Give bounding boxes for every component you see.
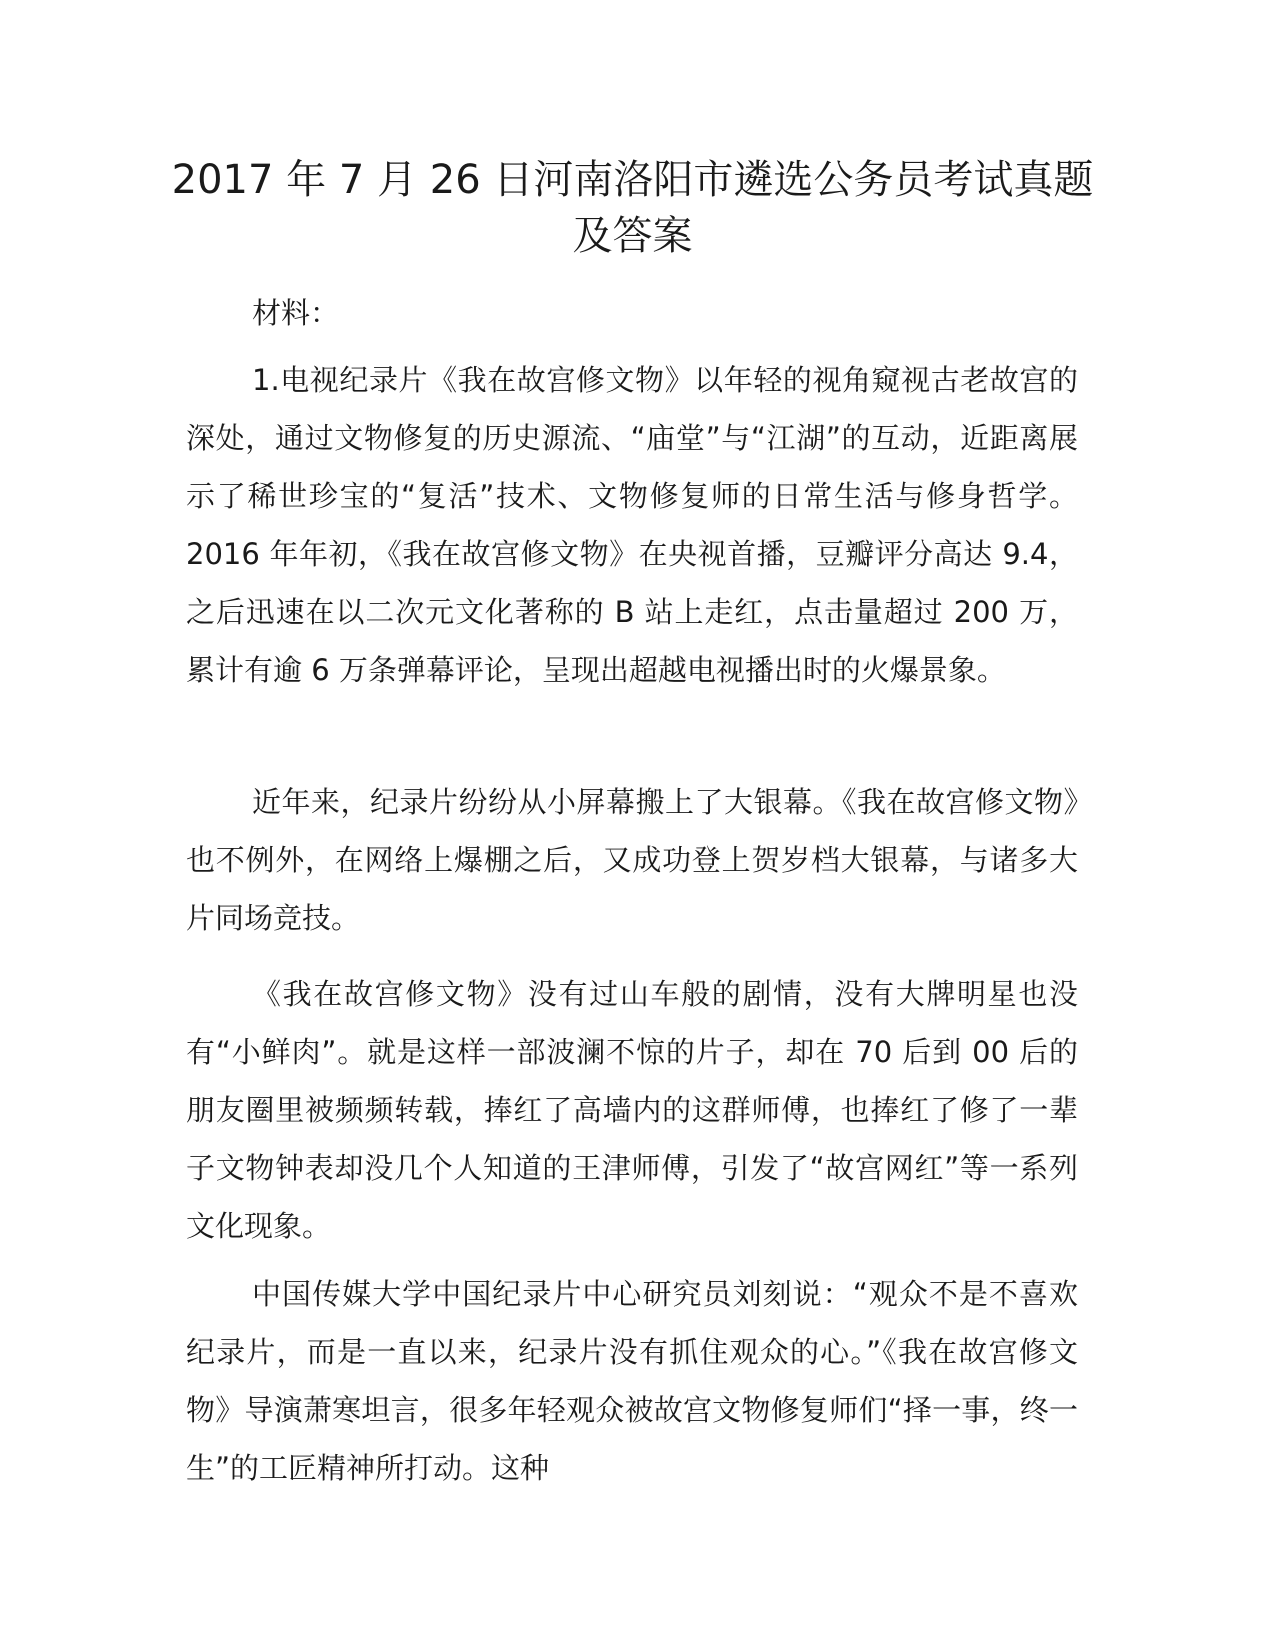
paragraph-1: 1.电视纪录片《我在故宫修文物》以年轻的视角窥视古老故宫的深处，通过文物修复的历史源流、“庙堂”与“江湖”的互动，近距离展示了稀世珍宝的“复活”技术、文物修复师的日常生活与修身哲学。2016 年年初，《我在故宫修文物》在央视首播，豆瓣评分高达 9.4，之后迅速在以二次元文化著称的 B 站上走红，点击量超过 200 万，累计有逾 6 万条弹幕评论，呈现出超越电视播出时的火爆景象。 bbox=[186, 363, 1078, 687]
paragraph-4: 中国传媒大学中国纪录片中心研究员刘刻说：“观众不是不喜欢纪录片，而是一直以来，纪录片没有抓住观众的心。”《我在故宫修文物》导演萧寒坦言，很多年轻观众被故宫文物修复师们“择一事，终一生”的工匠精神所打动。这种 bbox=[186, 1277, 1078, 1485]
material-label: 材料： bbox=[252, 296, 340, 330]
paragraph-2: 近年来，纪录片纷纷从小屏幕搬上了大银幕。《我在故宫修文物》也不例外，在网络上爆棚之后，又成功登上贺岁档大银幕，与诸多大片同场竞技。 bbox=[186, 785, 1078, 935]
paragraph-3: 《我在故宫修文物》没有过山车般的剧情，没有大牌明星也没有“小鲜肉”。就是这样一部波澜不惊的片子，却在 70 后到 00 后的朋友圈里被频频转载，捧红了高墙内的这群师傅，也捧红了修了一辈子文物钟表却没几个人知道的王津师傅，引发了“故宫网红”等一系列文化现象。 bbox=[186, 977, 1078, 1243]
document-title: 2017 年 7 月 26 日河南洛阳市遴选公务员考试真题及答案 bbox=[171, 157, 1094, 259]
